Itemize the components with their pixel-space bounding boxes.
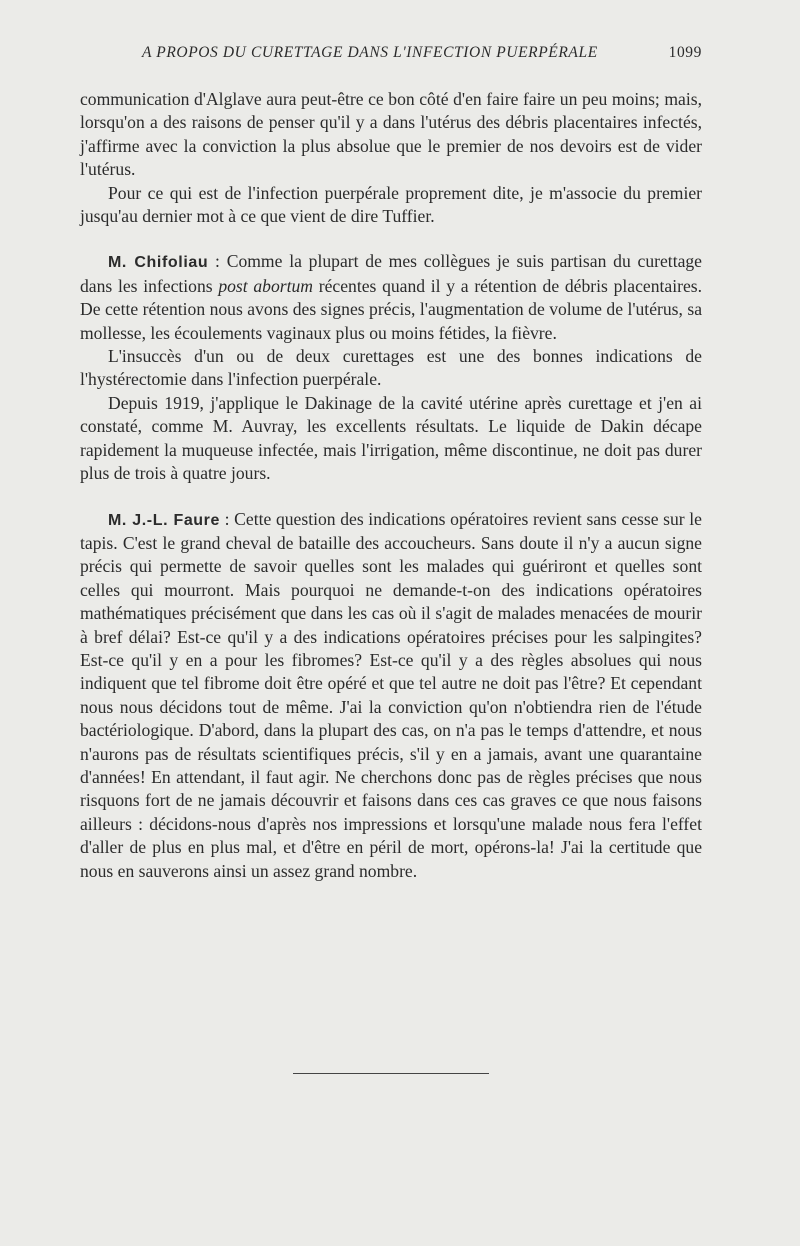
paragraph-continuation: communication d'Alglave aura peut-être ce bon côté d'en faire faire un peu moins; mais, lorsqu'on a des raisons de penser qu'il y a dans l'utérus des débris placentaires infectés, j'affirme avec la conviction la plus absolue que le premier de nos devoirs est de vider l'utérus. [80, 89, 702, 180]
running-title: A PROPOS DU CURETTAGE DANS L'INFECTION PUERPÉRALE [142, 44, 598, 61]
paragraph-dakinage: Depuis 1919, j'applique le Dakinage de la cavité utérine après curettage et j'en ai constaté, comme M. Auvray, les excellents résultats. Le liquide de Dakin décape rapidement la muqueuse infectée, mais l'irrigation, même discontinue, ne doit pas durer plus de trois à quatre jours. [80, 392, 702, 484]
paragraph-insucces: L'insuccès d'un ou de deux curettages est une des bonnes indications de l'hystérectomie dans l'infection puerpérale. [80, 346, 702, 390]
paragraph-text: récentes quand il y a rétention de débris placentaires. De cette rétention nous avons des signes précis, l'augmentation de volume de l'utérus, sa mollesse, les écoulements vaginaux plus ou moins fétides, la fièvre. [80, 275, 703, 343]
paragraph-text: : Comme la plupart de mes collègues je suis partisan du curettage dans les infections [80, 251, 702, 296]
paragraph-infection: Pour ce qui est de l'infection puerpérale proprement dite, je m'associe du premier jusqu'au dernier mot à ce que vient de dire Tuffier. [80, 182, 702, 227]
page-number: 1099 [668, 44, 702, 61]
speaker-name: M. Chifoliau [108, 254, 209, 272]
paragraph-text: : Cette question des indications opératoires revient sans cesse sur le tapis. C'est le grand cheval de bataille des accoucheurs. Sans doute il n'y a aucun signe précis qui permette de savoir quelles sont les malades qui guériront et quelles sont celles qui mourront. Mais pourquoi ne demande-t-on des indications opératoires mathématiques précisément que dans les cas où il s'agit de malades menacées de mourir à bref délai? Est-ce qu'il y a des indications opératoires précises pour les salpingites? Est-ce qu'il y en a pour les fibromes? Est-ce qu'il y a des règles absolues qui nous indiquent que tel fibrome doit être opéré et que tel autre ne doit pas l'être? Et cependant nous nous décidons tout de même. J'ai la conviction qu'on n'obtiendra rien de l'étude bactériologique. D'abord, dans la plupart des cas, on n'a pas le temps d'attendre, et nous n'aurons pas de résultats scientifiques précis, s'il y en a jamais, avant une quarantaine d'années! En attendant, il faut agir. Ne cherchons donc pas de règles précises que nous risquons fort de ne jamais découvrir et faisons dans ces cas graves ce que nous faisons ailleurs : décidons-nous d'après nos impressions et lorsqu'une malade nous fera l'effet d'aller de plus en plus mal, et d'être en péril de mort, opérons-la! J'ai la certitude que nous en sauverons ainsi un assez grand nombre. [80, 508, 702, 881]
paragraph-faure [80, 508, 702, 884]
latin-emphasis: post abortum [218, 275, 314, 296]
section-end-rule [293, 1073, 489, 1074]
body-text [80, 88, 702, 883]
speaker-name: M. J.-L. Faure [108, 511, 221, 529]
paragraph-chifoliau [80, 250, 702, 345]
running-header [80, 44, 702, 68]
